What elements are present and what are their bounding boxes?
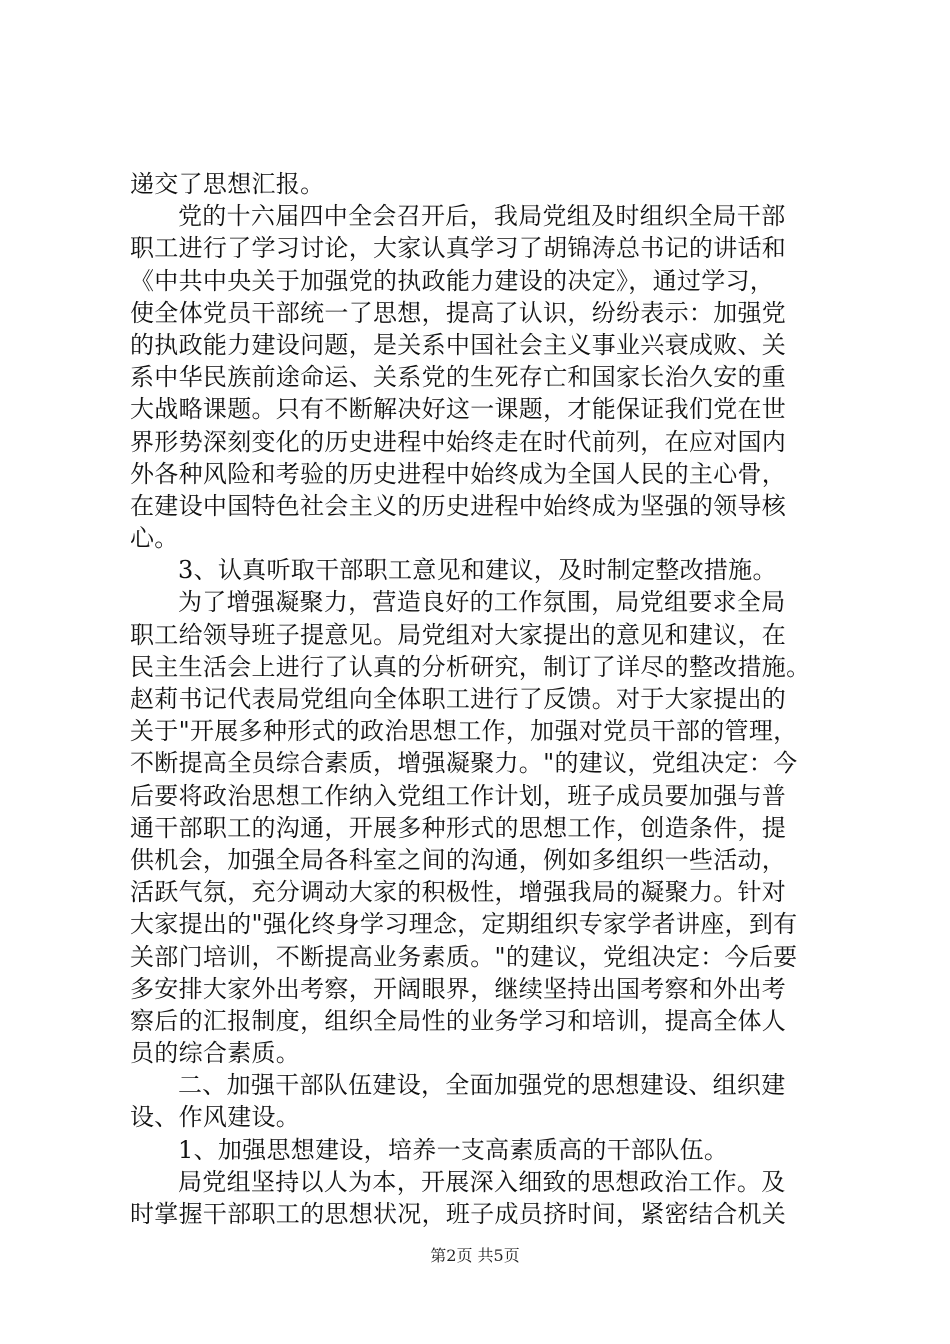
text-line: 使全体党员干部统一了思想，提高了认识，纷纷表示：加强党	[130, 298, 787, 327]
text-line: 递交了思想汇报。	[130, 170, 325, 198]
text-line: 外各种风险和考验的历史进程中始终成为全国人民的主心骨，	[130, 459, 787, 488]
text-line: 关于"开展多种形式的政治思想工作，加强对党员干部的管理，	[130, 717, 798, 746]
text-line: 职工进行了学习讨论，大家认真学习了胡锦涛总书记的讲话和	[130, 234, 787, 263]
text-line: 设、作风建设。	[130, 1103, 301, 1132]
text-line: 民主生活会上进行了认真的分析研究，制订了详尽的整改措施。	[130, 652, 811, 681]
text-line: 不断提高全员综合素质，增强凝聚力。"的建议，党组决定：今	[130, 749, 798, 778]
text-line: 活跃气氛，充分调动大家的积极性，增强我局的凝聚力。针对	[130, 878, 787, 907]
document-body	[130, 168, 852, 1230]
text-line: 党的十六届四中全会召开后，我局党组及时组织全局干部	[178, 202, 786, 231]
text-line: 关部门培训，不断提高业务素质。"的建议，党组决定：今后要	[130, 942, 798, 971]
page-number-footer: 第2页 共5页	[430, 1246, 520, 1265]
text-line: 的执政能力建设问题，是关系中国社会主义事业兴衰成败、关	[130, 330, 787, 359]
text-line: 为了增强凝聚力，营造良好的工作氛围，局党组要求全局	[178, 588, 786, 617]
text-line: 后要将政治思想工作纳入党组工作计划，班子成员要加强与普	[130, 781, 787, 810]
text-line: 通干部职工的沟通，开展多种形式的思想工作，创造条件，提	[130, 813, 787, 842]
text-line: 界形势深刻变化的历史进程中始终走在时代前列，在应对国内	[130, 427, 787, 456]
text-line: 察后的汇报制度，组织全局性的业务学习和培训，提高全体人	[130, 1006, 787, 1035]
text-line: 员的综合素质。	[130, 1039, 301, 1068]
text-line: 局党组坚持以人为本，开展深入细致的思想政治工作。及	[178, 1167, 786, 1196]
text-line: 二、加强干部队伍建设，全面加强党的思想建设、组织建	[178, 1071, 786, 1100]
text-line: 3、认真听取干部职工意见和建议，及时制定整改措施。	[178, 556, 777, 585]
text-line: 《中共中央关于加强党的执政能力建设的决定》，通过学习，	[130, 266, 775, 295]
text-line: 职工给领导班子提意见。局党组对大家提出的意见和建议，在	[130, 620, 787, 649]
text-line: 供机会，加强全局各科室之间的沟通，例如多组织一些活动，	[130, 845, 787, 874]
text-line: 大战略课题。只有不断解决好这一课题，才能保证我们党在世	[130, 395, 787, 424]
text-line: 赵莉书记代表局党组向全体职工进行了反馈。对于大家提出的	[130, 685, 787, 713]
text-line: 系中华民族前途命运、关系党的生死存亡和国家长治久安的重	[130, 363, 787, 392]
text-line: 心。	[130, 524, 179, 553]
text-line: 大家提出的"强化终身学习理念，定期组织专家学者讲座，到有	[130, 910, 798, 939]
text-line: 在建设中国特色社会主义的历史进程中始终成为坚强的领导核	[130, 491, 787, 520]
text-line: 1、加强思想建设，培养一支高素质高的干部队伍。	[178, 1135, 729, 1164]
text-line: 多安排大家外出考察，开阔眼界，继续坚持出国考察和外出考	[130, 974, 787, 1003]
text-line: 时掌握干部职工的思想状况，班子成员挤时间，紧密结合机关	[130, 1200, 787, 1228]
